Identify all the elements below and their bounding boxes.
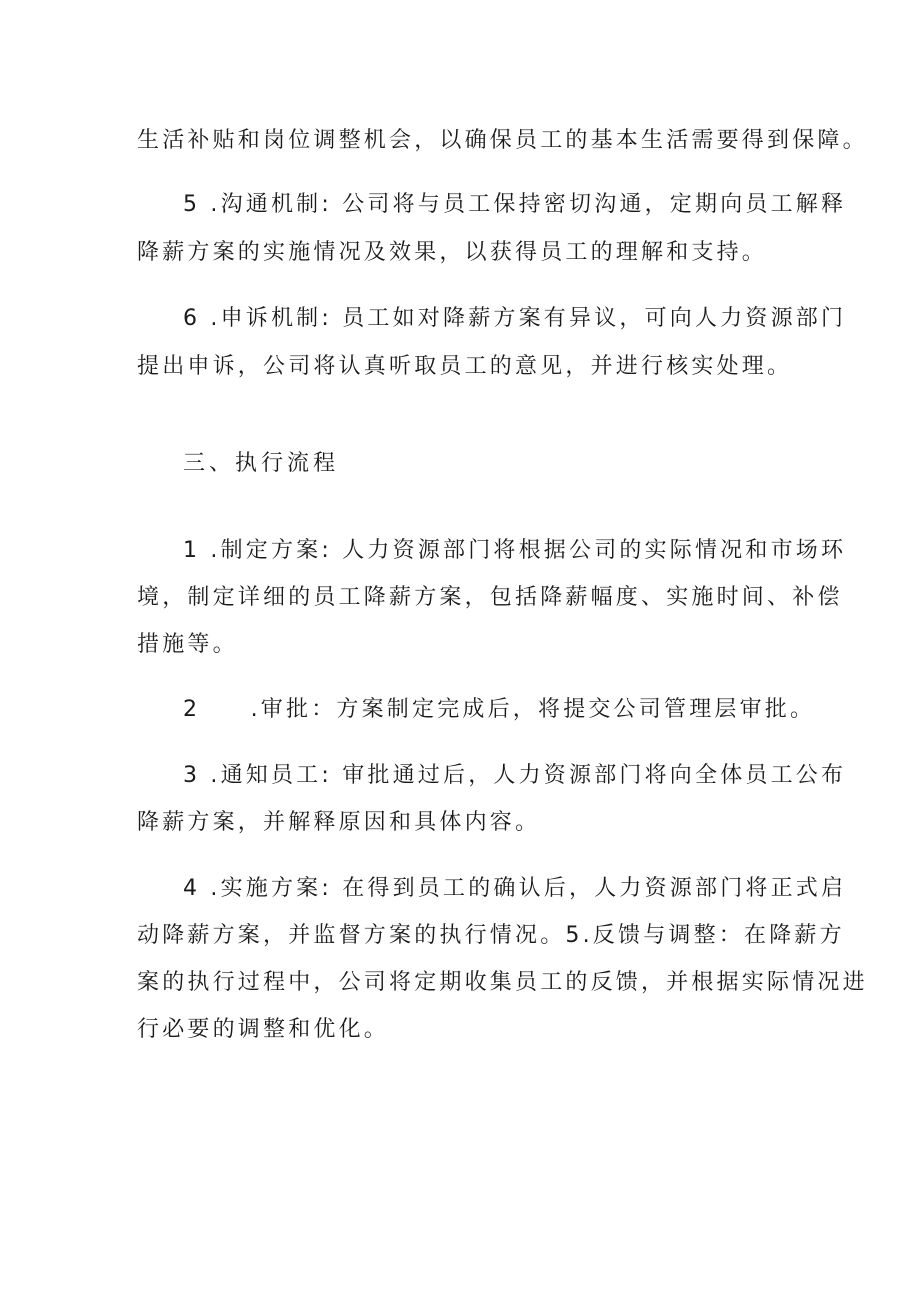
text-line-implement-plan: 4 .实施方案: 在得到员工的确认后，人力资源部门将正式启 <box>183 876 847 901</box>
text-line-draft-plan: 1 .制定方案: 人力资源部门将根据公司的实际情况和市场环 <box>183 538 847 563</box>
text-line-notify-continued: 降薪方案，并解释原因和具体内容。 <box>137 810 541 835</box>
text-line-communication-mechanism: 5 .沟通机制: 公司将与员工保持密切沟通，定期向员工解释 <box>183 192 847 217</box>
text-line-approval: 2 .审批：方案制定完成后，将提交公司管理层审批。 <box>183 697 816 722</box>
text-line-feedback-adjustment: 案的执行过程中，公司将定期收集员工的反馈，并根据实际情况进 <box>137 970 868 995</box>
text-line-living-subsidy: 生活补贴和岗位调整机会，以确保员工的基本生活需要得到保障。 <box>137 128 868 153</box>
text-line-feedback-end: 行必要的调整和优化。 <box>137 1017 390 1042</box>
text-line-draft-plan-continued: 境，制定详细的员工降薪方案，包括降薪幅度、实施时间、补偿 <box>137 585 843 610</box>
text-line-communication-continued: 降薪方案的实施情况及效果，以获得员工的理解和支持。 <box>137 240 768 265</box>
text-line-draft-plan-end: 措施等。 <box>137 632 238 657</box>
text-line-appeal-continued: 提出申诉，公司将认真听取员工的意见，并进行核实处理。 <box>137 354 793 379</box>
text-line-implement-continued: 动降薪方案，并监督方案的执行情况。5.反馈与调整：在降薪方 <box>137 923 845 948</box>
text-line-appeal-mechanism: 6 .申诉机制: 员工如对降薪方案有异议，可向人力资源部门 <box>183 306 847 331</box>
text-line-notify-employees: 3 .通知员工: 审批通过后，人力资源部门将向全体员工公布 <box>183 763 847 788</box>
section-heading-execution-process: 三、执行流程 <box>183 451 340 476</box>
